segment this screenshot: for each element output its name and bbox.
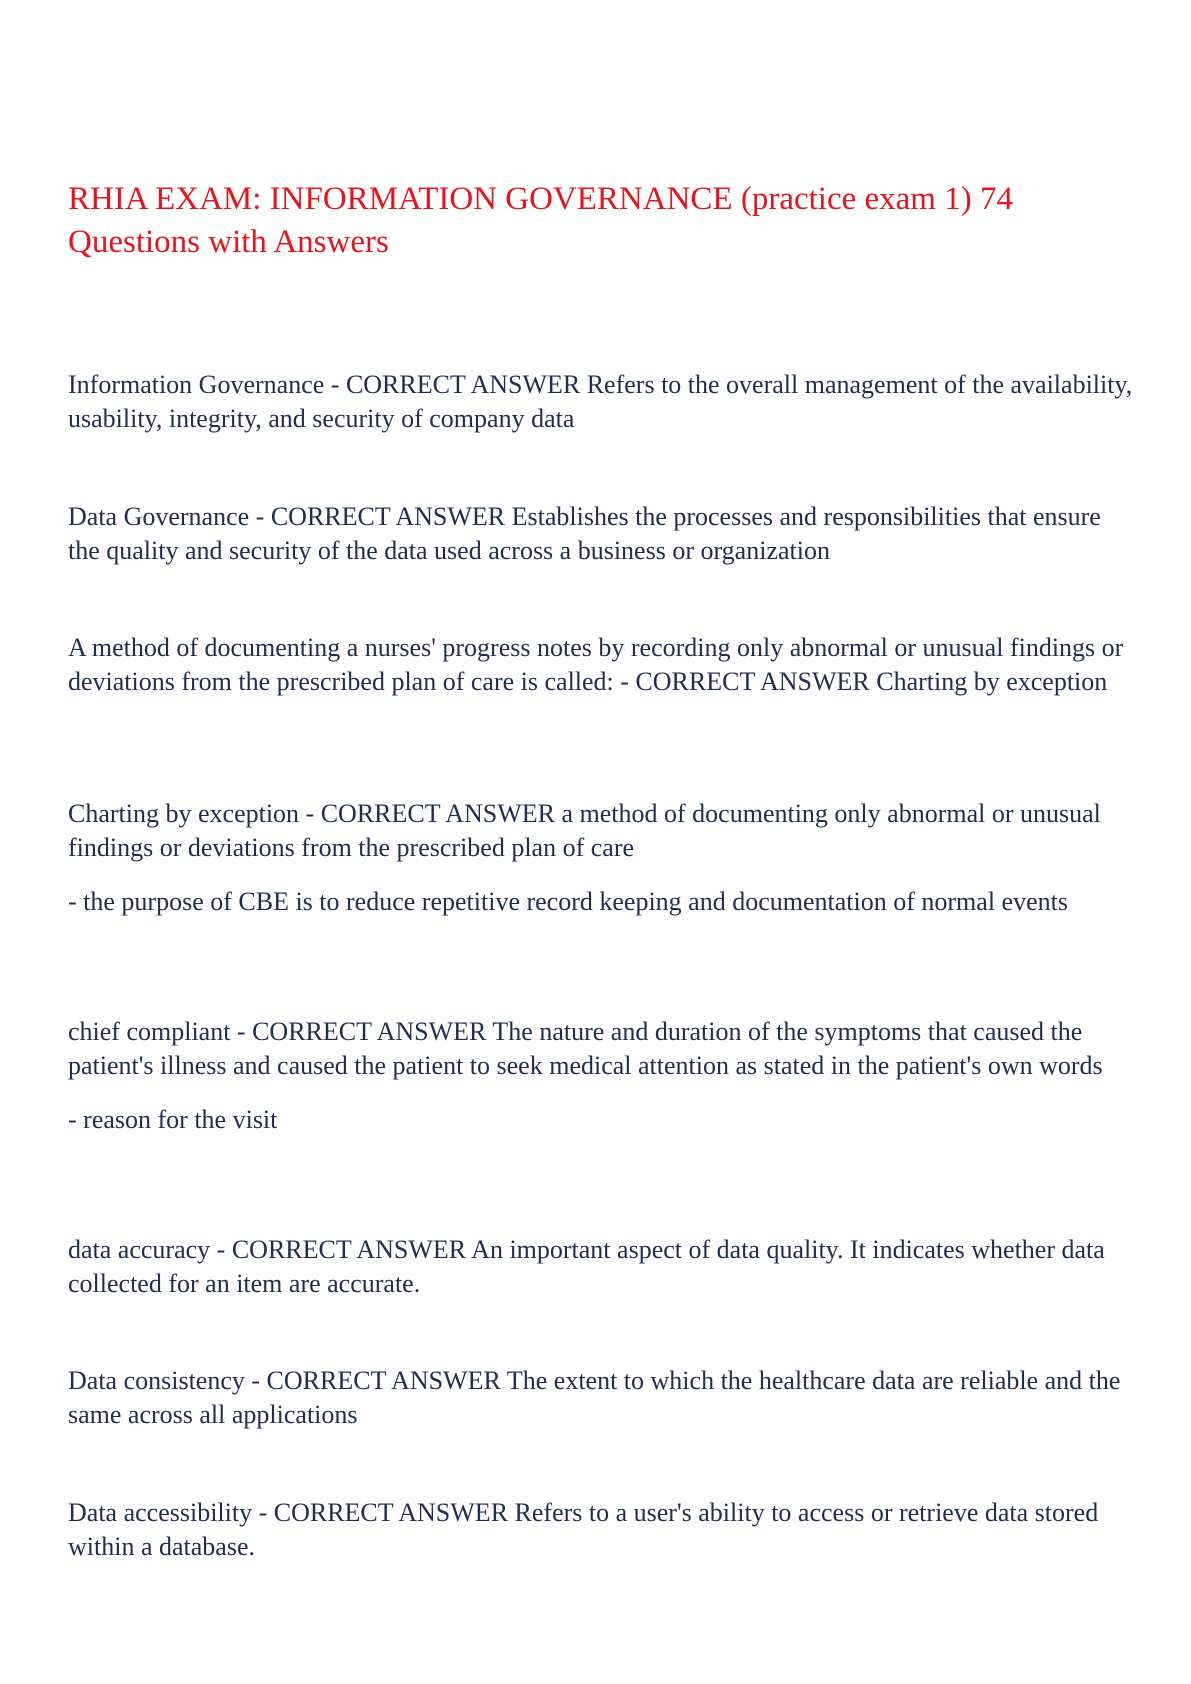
qa-entry-text: Charting by exception - CORRECT ANSWER a method of documenting only abnormal or unusual findings or deviations from the prescribed plan of care (68, 799, 1101, 862)
qa-entry-charting-by-exception (68, 797, 1138, 919)
qa-entry-data-accuracy (68, 1233, 1138, 1301)
qa-entry-data-consistency (68, 1364, 1138, 1432)
qa-entry-text: Data accessibility - CORRECT ANSWER Refers to a user's ability to access or retrieve data stored within a database. (68, 1498, 1099, 1561)
qa-entry-note: - the purpose of CBE is to reduce repetitive record keeping and documentation of normal events (68, 887, 1068, 916)
qa-entry-charting-question (68, 631, 1138, 699)
qa-entry-text: chief compliant - CORRECT ANSWER The nature and duration of the symptoms that caused the patient's illness and caused the patient to seek medical attention as stated in the patient's own words (68, 1017, 1103, 1080)
qa-entry-text: data accuracy - CORRECT ANSWER An important aspect of data quality. It indicates whether data collected for an item are accurate. (68, 1235, 1105, 1298)
qa-entry-data-accessibility (68, 1496, 1138, 1564)
qa-entry-text: Information Governance - CORRECT ANSWER Refers to the overall management of the availability, usability, integrity, and security of company data (68, 370, 1133, 433)
qa-entry-text: Data Governance - CORRECT ANSWER Establishes the processes and responsibilities that ensure the quality and security of the data used across a business or organization (68, 502, 1101, 565)
document-title: RHIA EXAM: INFORMATION GOVERNANCE (practice exam 1) 74 Questions with Answers (68, 181, 1013, 260)
qa-entry-text: Data consistency - CORRECT ANSWER The extent to which the healthcare data are reliable and the same across all applications (68, 1366, 1121, 1429)
qa-entry-text: A method of documenting a nurses' progress notes by recording only abnormal or unusual findings or deviations from the prescribed plan of care is called: - CORRECT ANSWER Charting by exception (68, 633, 1124, 696)
qa-entry-chief-complaint (68, 1015, 1138, 1137)
qa-entry-data-governance (68, 500, 1138, 568)
qa-entry-note: - reason for the visit (68, 1105, 278, 1134)
qa-entry-information-governance (68, 368, 1138, 436)
